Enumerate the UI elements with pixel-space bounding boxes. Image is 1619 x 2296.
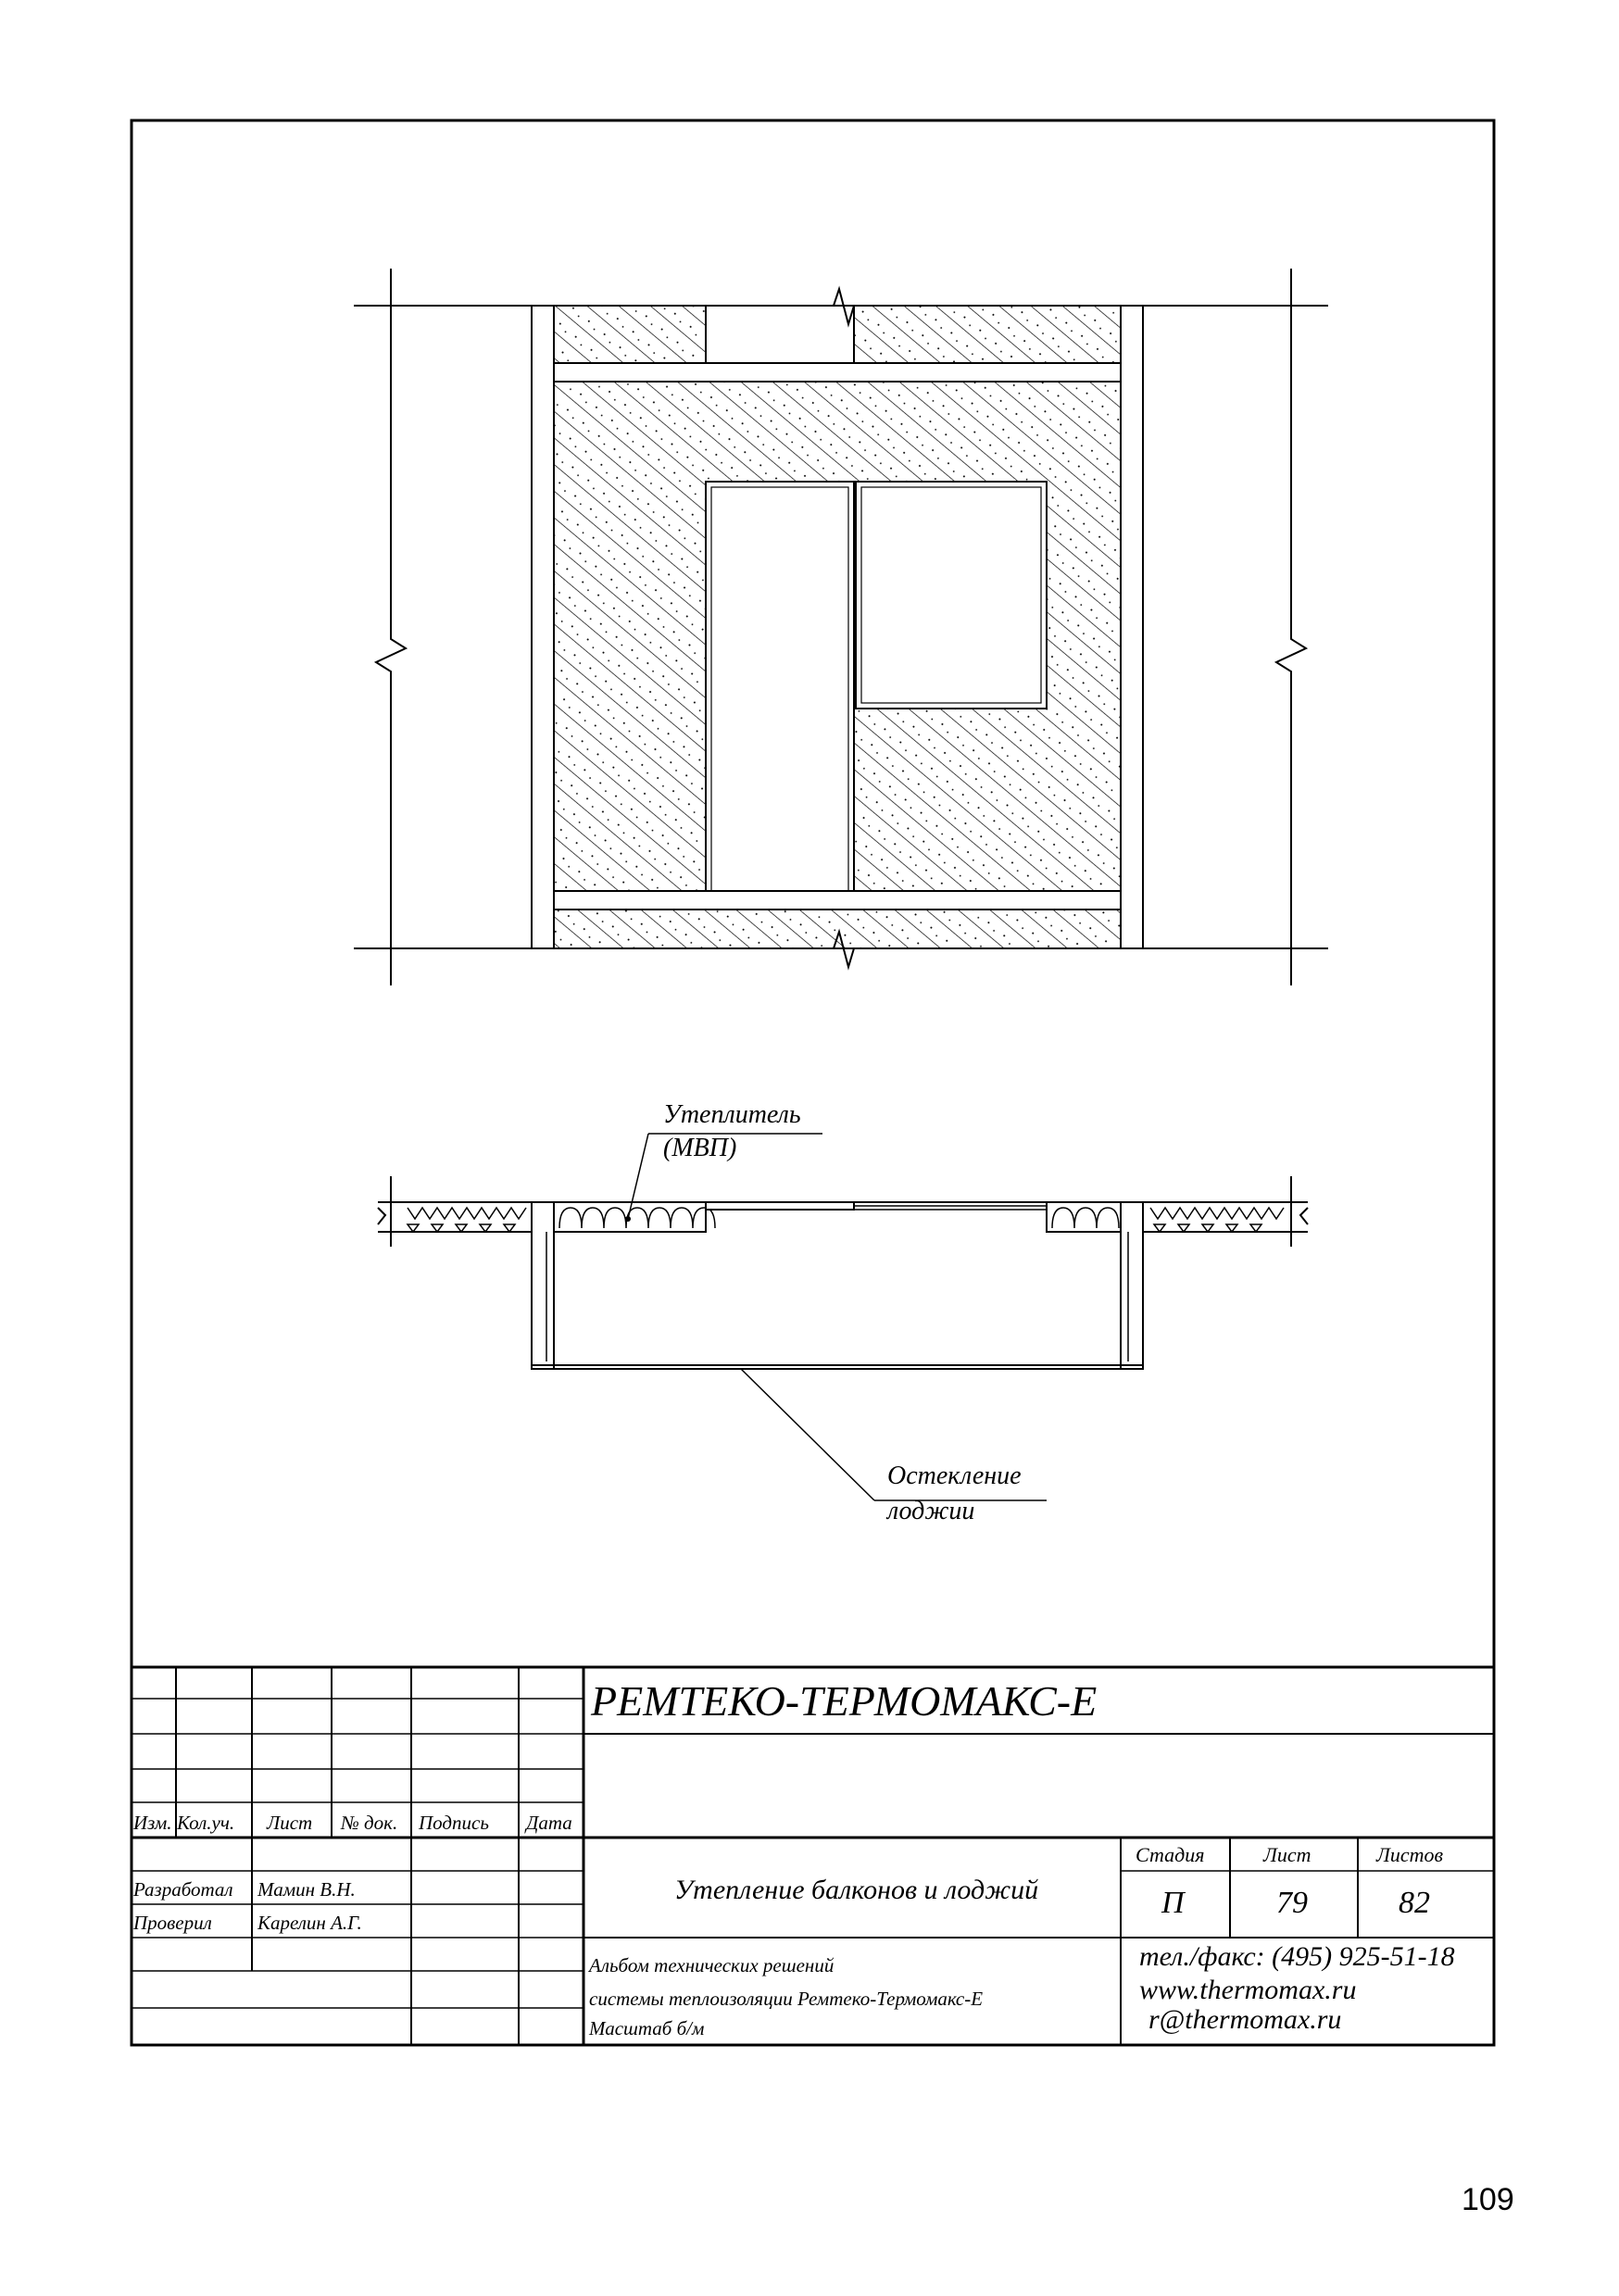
insulation-label-line1: Утеплитель xyxy=(663,1100,801,1129)
window-opening xyxy=(856,482,1047,709)
header-col-doc: № док. xyxy=(341,1812,398,1834)
sheet-title: Утепление балконов и лоджий xyxy=(674,1875,1039,1905)
header-col-date: Дата xyxy=(526,1812,572,1834)
page-number: 109 xyxy=(1462,2182,1514,2217)
sheet-value: 79 xyxy=(1276,1886,1308,1920)
glazing-leader xyxy=(741,1369,874,1500)
sheets-value: 82 xyxy=(1399,1886,1430,1920)
album-line1: Альбом технических решений xyxy=(589,1954,835,1976)
plan-section xyxy=(378,1134,1308,1500)
checked-label: Проверил xyxy=(133,1912,212,1934)
glazing-label-line1: Остекление xyxy=(887,1462,1022,1490)
stage-label: Стадия xyxy=(1136,1843,1205,1866)
developed-label: Разработал xyxy=(133,1878,233,1901)
company-name: РЕМТЕКО-ТЕРМОМАКС-Е xyxy=(591,1677,1098,1725)
header-col-list: Лист xyxy=(267,1812,313,1834)
sheet-label: Лист xyxy=(1263,1843,1312,1866)
header-col-sign: Подпись xyxy=(419,1812,489,1834)
sheets-label: Листов xyxy=(1376,1843,1444,1866)
stage-value: П xyxy=(1161,1886,1185,1920)
album-line3: Масштаб б/м xyxy=(589,2017,705,2039)
header-col-izm: Изм. xyxy=(133,1812,172,1834)
contact-website: www.thermomax.ru xyxy=(1139,1975,1357,2005)
developed-name: Мамин В.Н. xyxy=(257,1878,356,1901)
contact-phone: тел./факс: (495) 925-51-18 xyxy=(1139,1941,1455,1972)
insulation-label-line2: (МВП) xyxy=(663,1134,737,1162)
insulation-right xyxy=(1047,1202,1121,1232)
glazing-label-line2: лоджии xyxy=(887,1497,975,1525)
door-opening xyxy=(706,482,854,898)
album-line2: системы теплоизоляции Ремтеко-Термомакс-Е xyxy=(589,1988,984,2010)
elevation-view xyxy=(354,269,1328,985)
header-col-kol: Кол.уч. xyxy=(177,1812,235,1834)
checked-name: Карелин А.Г. xyxy=(257,1912,362,1934)
contact-email: r@thermomax.ru xyxy=(1148,2004,1342,2035)
